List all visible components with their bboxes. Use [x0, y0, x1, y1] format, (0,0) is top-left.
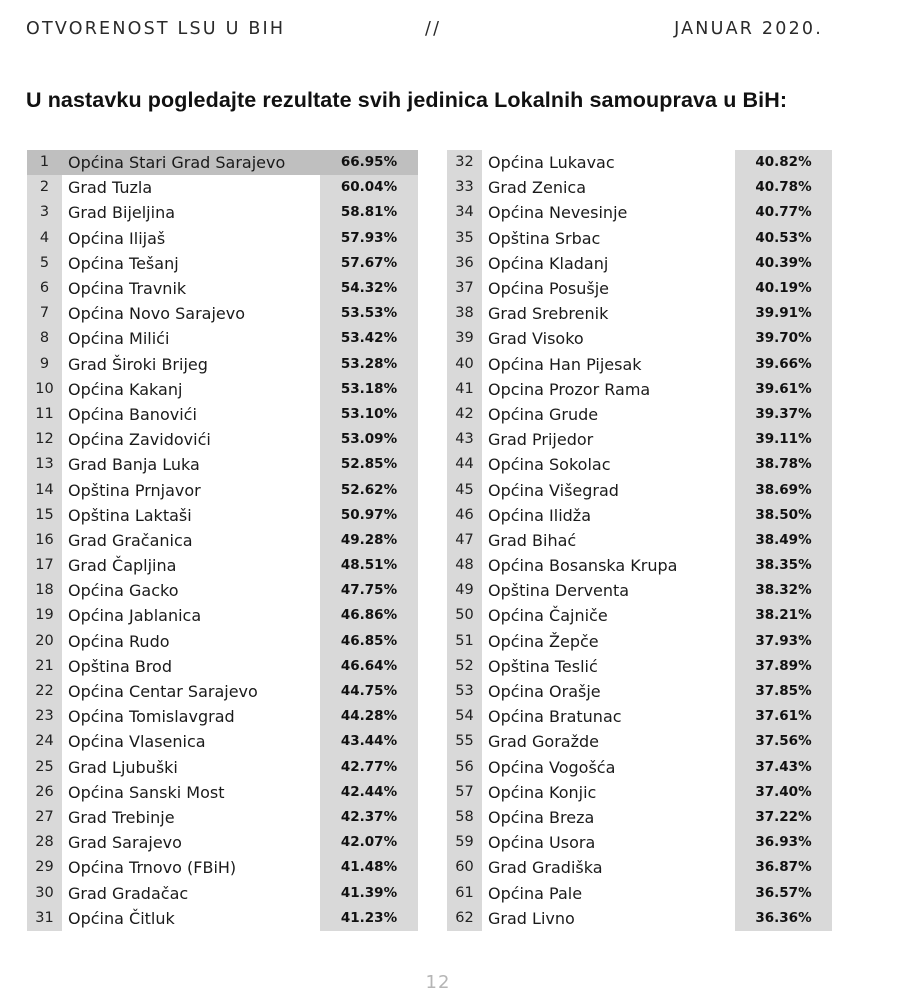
- municipality-name-cell: Općina Novo Sarajevo: [62, 301, 320, 326]
- score-cell: 52.85%: [320, 452, 418, 477]
- table-row: [447, 603, 832, 628]
- score-cell: 49.28%: [320, 528, 418, 553]
- rank-cell: 21: [27, 654, 62, 679]
- municipality-name-cell: Općina Bosanska Krupa: [482, 553, 735, 578]
- score-cell: 53.28%: [320, 352, 418, 377]
- score-cell: 50.97%: [320, 503, 418, 528]
- score-cell: 38.21%: [735, 603, 832, 628]
- score-cell: 57.93%: [320, 226, 418, 251]
- table-row: [447, 251, 832, 276]
- rank-cell: 60: [447, 855, 482, 880]
- municipality-name-cell: Grad Gračanica: [62, 528, 320, 553]
- table-row: [447, 679, 832, 704]
- rank-cell: 29: [27, 855, 62, 880]
- rank-cell: 37: [447, 276, 482, 301]
- rank-cell: 24: [27, 729, 62, 754]
- table-row: [447, 880, 832, 905]
- municipality-name-cell: Općina Žepče: [482, 629, 735, 654]
- rank-cell: 33: [447, 175, 482, 200]
- score-cell: 48.51%: [320, 553, 418, 578]
- table-row: [27, 200, 418, 225]
- municipality-name-cell: Općina Stari Grad Sarajevo: [62, 150, 320, 175]
- municipality-name-cell: Grad Gradačac: [62, 880, 320, 905]
- rank-cell: 51: [447, 629, 482, 654]
- table-row: [27, 830, 418, 855]
- table-row: [27, 780, 418, 805]
- table-row: [27, 427, 418, 452]
- score-cell: 38.49%: [735, 528, 832, 553]
- rank-cell: 26: [27, 780, 62, 805]
- municipality-name-cell: Općina Pale: [482, 880, 735, 905]
- table-row: [27, 503, 418, 528]
- municipality-name-cell: Općina Posušje: [482, 276, 735, 301]
- table-row: [27, 553, 418, 578]
- table-row: [447, 805, 832, 830]
- score-cell: 39.61%: [735, 377, 832, 402]
- rank-cell: 10: [27, 377, 62, 402]
- rank-cell: 25: [27, 755, 62, 780]
- score-cell: 39.70%: [735, 326, 832, 351]
- score-cell: 38.32%: [735, 578, 832, 603]
- municipality-name-cell: Općina Čitluk: [62, 906, 320, 931]
- rank-cell: 31: [27, 906, 62, 931]
- score-cell: 37.93%: [735, 629, 832, 654]
- score-cell: 58.81%: [320, 200, 418, 225]
- table-row: [27, 326, 418, 351]
- municipality-name-cell: Općina Nevesinje: [482, 200, 735, 225]
- rank-cell: 35: [447, 226, 482, 251]
- municipality-name-cell: Općina Milići: [62, 326, 320, 351]
- table-row: [27, 729, 418, 754]
- score-cell: 36.36%: [735, 906, 832, 931]
- rank-cell: 34: [447, 200, 482, 225]
- municipality-name-cell: Općina Sanski Most: [62, 780, 320, 805]
- score-cell: 40.77%: [735, 200, 832, 225]
- municipality-name-cell: Općina Sokolac: [482, 452, 735, 477]
- score-cell: 40.53%: [735, 226, 832, 251]
- score-cell: 38.69%: [735, 477, 832, 502]
- municipality-name-cell: Grad Tuzla: [62, 175, 320, 200]
- table-row: [447, 654, 832, 679]
- rank-cell: 5: [27, 251, 62, 276]
- rank-cell: 59: [447, 830, 482, 855]
- rank-cell: 38: [447, 301, 482, 326]
- table-row: [447, 377, 832, 402]
- table-row: [447, 729, 832, 754]
- table-row: [27, 629, 418, 654]
- table-row: [27, 880, 418, 905]
- table-row: [27, 855, 418, 880]
- rank-cell: 7: [27, 301, 62, 326]
- municipality-name-cell: Općina Vogošća: [482, 755, 735, 780]
- table-row: [27, 276, 418, 301]
- score-cell: 38.35%: [735, 553, 832, 578]
- rank-cell: 58: [447, 805, 482, 830]
- rank-cell: 2: [27, 175, 62, 200]
- rank-cell: 53: [447, 679, 482, 704]
- rank-cell: 44: [447, 452, 482, 477]
- header-separator: //: [425, 19, 442, 39]
- municipality-name-cell: Općina Kakanj: [62, 377, 320, 402]
- score-cell: 53.42%: [320, 326, 418, 351]
- rank-cell: 18: [27, 578, 62, 603]
- score-cell: 66.95%: [320, 150, 418, 175]
- municipality-name-cell: Grad Bihać: [482, 528, 735, 553]
- header-date: JANUAR 2020.: [674, 19, 823, 39]
- table-row: [27, 704, 418, 729]
- municipality-name-cell: Općina Usora: [482, 830, 735, 855]
- table-row: [447, 276, 832, 301]
- municipality-name-cell: Grad Prijedor: [482, 427, 735, 452]
- municipality-name-cell: Općina Travnik: [62, 276, 320, 301]
- municipality-name-cell: Opština Derventa: [482, 578, 735, 603]
- rank-cell: 45: [447, 477, 482, 502]
- rank-cell: 11: [27, 402, 62, 427]
- rank-cell: 41: [447, 377, 482, 402]
- header-title: OTVORENOST LSU U BIH: [26, 19, 286, 39]
- municipality-name-cell: Općina Vlasenica: [62, 729, 320, 754]
- score-cell: 42.37%: [320, 805, 418, 830]
- table-row: [27, 150, 418, 175]
- municipality-name-cell: Grad Sarajevo: [62, 830, 320, 855]
- rank-cell: 19: [27, 603, 62, 628]
- rank-cell: 23: [27, 704, 62, 729]
- rank-cell: 46: [447, 503, 482, 528]
- municipality-name-cell: Općina Ilidža: [482, 503, 735, 528]
- score-cell: 41.23%: [320, 906, 418, 931]
- rank-cell: 47: [447, 528, 482, 553]
- rank-cell: 56: [447, 755, 482, 780]
- rank-cell: 3: [27, 200, 62, 225]
- score-cell: 39.37%: [735, 402, 832, 427]
- rank-cell: 13: [27, 452, 62, 477]
- rank-cell: 36: [447, 251, 482, 276]
- rank-cell: 9: [27, 352, 62, 377]
- ranking-table-right: [447, 150, 832, 931]
- table-row: [447, 200, 832, 225]
- rank-cell: 4: [27, 226, 62, 251]
- score-cell: 57.67%: [320, 251, 418, 276]
- score-cell: 36.87%: [735, 855, 832, 880]
- municipality-name-cell: Opština Srbac: [482, 226, 735, 251]
- municipality-name-cell: Grad Livno: [482, 906, 735, 931]
- municipality-name-cell: Grad Zenica: [482, 175, 735, 200]
- municipality-name-cell: Općina Čajniče: [482, 603, 735, 628]
- rank-cell: 61: [447, 880, 482, 905]
- rank-cell: 30: [27, 880, 62, 905]
- score-cell: 44.75%: [320, 679, 418, 704]
- table-row: [447, 578, 832, 603]
- score-cell: 37.40%: [735, 780, 832, 805]
- score-cell: 36.93%: [735, 830, 832, 855]
- rank-cell: 1: [27, 150, 62, 175]
- table-row: [447, 503, 832, 528]
- score-cell: 40.78%: [735, 175, 832, 200]
- table-row: [447, 755, 832, 780]
- score-cell: 44.28%: [320, 704, 418, 729]
- municipality-name-cell: Opština Prnjavor: [62, 477, 320, 502]
- rank-cell: 20: [27, 629, 62, 654]
- municipality-name-cell: Općina Tešanj: [62, 251, 320, 276]
- municipality-name-cell: Grad Goražde: [482, 729, 735, 754]
- table-row: [27, 477, 418, 502]
- rank-cell: 22: [27, 679, 62, 704]
- rank-cell: 40: [447, 352, 482, 377]
- score-cell: 53.09%: [320, 427, 418, 452]
- municipality-name-cell: Grad Bijeljina: [62, 200, 320, 225]
- table-row: [27, 352, 418, 377]
- score-cell: 40.19%: [735, 276, 832, 301]
- score-cell: 53.53%: [320, 301, 418, 326]
- table-row: [27, 603, 418, 628]
- rank-cell: 27: [27, 805, 62, 830]
- rank-cell: 54: [447, 704, 482, 729]
- municipality-name-cell: Općina Gacko: [62, 578, 320, 603]
- rank-cell: 17: [27, 553, 62, 578]
- municipality-name-cell: Grad Visoko: [482, 326, 735, 351]
- score-cell: 42.07%: [320, 830, 418, 855]
- municipality-name-cell: Opština Teslić: [482, 654, 735, 679]
- score-cell: 41.48%: [320, 855, 418, 880]
- municipality-name-cell: Općina Ilijaš: [62, 226, 320, 251]
- table-row: [447, 830, 832, 855]
- score-cell: 37.43%: [735, 755, 832, 780]
- table-row: [27, 805, 418, 830]
- score-cell: 38.50%: [735, 503, 832, 528]
- rank-cell: 12: [27, 427, 62, 452]
- score-cell: 53.10%: [320, 402, 418, 427]
- score-cell: 53.18%: [320, 377, 418, 402]
- page-number: 12: [425, 972, 451, 993]
- municipality-name-cell: Općina Trnovo (FBiH): [62, 855, 320, 880]
- table-row: [447, 704, 832, 729]
- table-row: [447, 402, 832, 427]
- table-row: [447, 553, 832, 578]
- table-row: [27, 679, 418, 704]
- municipality-name-cell: Opcina Prozor Rama: [482, 377, 735, 402]
- table-row: [27, 654, 418, 679]
- table-row: [27, 226, 418, 251]
- score-cell: 40.82%: [735, 150, 832, 175]
- ranking-table-left: [27, 150, 418, 931]
- municipality-name-cell: Općina Orašje: [482, 679, 735, 704]
- table-row: [447, 477, 832, 502]
- table-row: [447, 427, 832, 452]
- score-cell: 36.57%: [735, 880, 832, 905]
- score-cell: 46.64%: [320, 654, 418, 679]
- rank-cell: 62: [447, 906, 482, 931]
- table-row: [447, 150, 832, 175]
- municipality-name-cell: Grad Ljubuški: [62, 755, 320, 780]
- municipality-name-cell: Općina Banovići: [62, 402, 320, 427]
- score-cell: 38.78%: [735, 452, 832, 477]
- score-cell: 54.32%: [320, 276, 418, 301]
- municipality-name-cell: Općina Grude: [482, 402, 735, 427]
- table-row: [447, 352, 832, 377]
- municipality-name-cell: Opština Brod: [62, 654, 320, 679]
- rank-cell: 52: [447, 654, 482, 679]
- table-row: [447, 326, 832, 351]
- score-cell: 41.39%: [320, 880, 418, 905]
- municipality-name-cell: Grad Trebinje: [62, 805, 320, 830]
- rank-cell: 57: [447, 780, 482, 805]
- score-cell: 47.75%: [320, 578, 418, 603]
- score-cell: 40.39%: [735, 251, 832, 276]
- municipality-name-cell: Grad Srebrenik: [482, 301, 735, 326]
- municipality-name-cell: Grad Široki Brijeg: [62, 352, 320, 377]
- rank-cell: 42: [447, 402, 482, 427]
- table-row: [27, 452, 418, 477]
- municipality-name-cell: Općina Kladanj: [482, 251, 735, 276]
- score-cell: 39.11%: [735, 427, 832, 452]
- municipality-name-cell: Općina Konjic: [482, 780, 735, 805]
- table-row: [27, 906, 418, 931]
- municipality-name-cell: Općina Han Pijesak: [482, 352, 735, 377]
- score-cell: 37.89%: [735, 654, 832, 679]
- rank-cell: 6: [27, 276, 62, 301]
- rank-cell: 43: [447, 427, 482, 452]
- score-cell: 37.22%: [735, 805, 832, 830]
- rank-cell: 8: [27, 326, 62, 351]
- table-row: [447, 780, 832, 805]
- rank-cell: 32: [447, 150, 482, 175]
- score-cell: 43.44%: [320, 729, 418, 754]
- table-row: [27, 251, 418, 276]
- score-cell: 39.66%: [735, 352, 832, 377]
- rank-cell: 14: [27, 477, 62, 502]
- rank-cell: 28: [27, 830, 62, 855]
- rank-cell: 49: [447, 578, 482, 603]
- score-cell: 39.91%: [735, 301, 832, 326]
- municipality-name-cell: Općina Breza: [482, 805, 735, 830]
- rank-cell: 16: [27, 528, 62, 553]
- table-row: [27, 377, 418, 402]
- table-row: [447, 452, 832, 477]
- municipality-name-cell: Općina Bratunac: [482, 704, 735, 729]
- table-row: [27, 528, 418, 553]
- municipality-name-cell: Općina Tomislavgrad: [62, 704, 320, 729]
- rank-cell: 48: [447, 553, 482, 578]
- page-heading: U nastavku pogledajte rezultate svih jedinica Lokalnih samouprava u BiH:: [26, 88, 788, 112]
- table-row: [27, 755, 418, 780]
- table-row: [447, 301, 832, 326]
- municipality-name-cell: Općina Lukavac: [482, 150, 735, 175]
- municipality-name-cell: Grad Čapljina: [62, 553, 320, 578]
- table-row: [447, 175, 832, 200]
- score-cell: 37.61%: [735, 704, 832, 729]
- municipality-name-cell: Općina Zavidovići: [62, 427, 320, 452]
- table-row: [447, 528, 832, 553]
- score-cell: 46.85%: [320, 629, 418, 654]
- table-row: [27, 175, 418, 200]
- municipality-name-cell: Opština Laktaši: [62, 503, 320, 528]
- score-cell: 37.85%: [735, 679, 832, 704]
- rank-cell: 50: [447, 603, 482, 628]
- table-row: [447, 906, 832, 931]
- table-row: [447, 629, 832, 654]
- municipality-name-cell: Grad Banja Luka: [62, 452, 320, 477]
- score-cell: 42.77%: [320, 755, 418, 780]
- score-cell: 60.04%: [320, 175, 418, 200]
- table-row: [447, 855, 832, 880]
- municipality-name-cell: Općina Višegrad: [482, 477, 735, 502]
- rank-cell: 39: [447, 326, 482, 351]
- table-row: [27, 402, 418, 427]
- municipality-name-cell: Grad Gradiška: [482, 855, 735, 880]
- score-cell: 52.62%: [320, 477, 418, 502]
- table-row: [27, 301, 418, 326]
- table-row: [27, 578, 418, 603]
- score-cell: 46.86%: [320, 603, 418, 628]
- score-cell: 42.44%: [320, 780, 418, 805]
- municipality-name-cell: Općina Centar Sarajevo: [62, 679, 320, 704]
- municipality-name-cell: Općina Jablanica: [62, 603, 320, 628]
- table-row: [447, 226, 832, 251]
- score-cell: 37.56%: [735, 729, 832, 754]
- rank-cell: 55: [447, 729, 482, 754]
- rank-cell: 15: [27, 503, 62, 528]
- municipality-name-cell: Općina Rudo: [62, 629, 320, 654]
